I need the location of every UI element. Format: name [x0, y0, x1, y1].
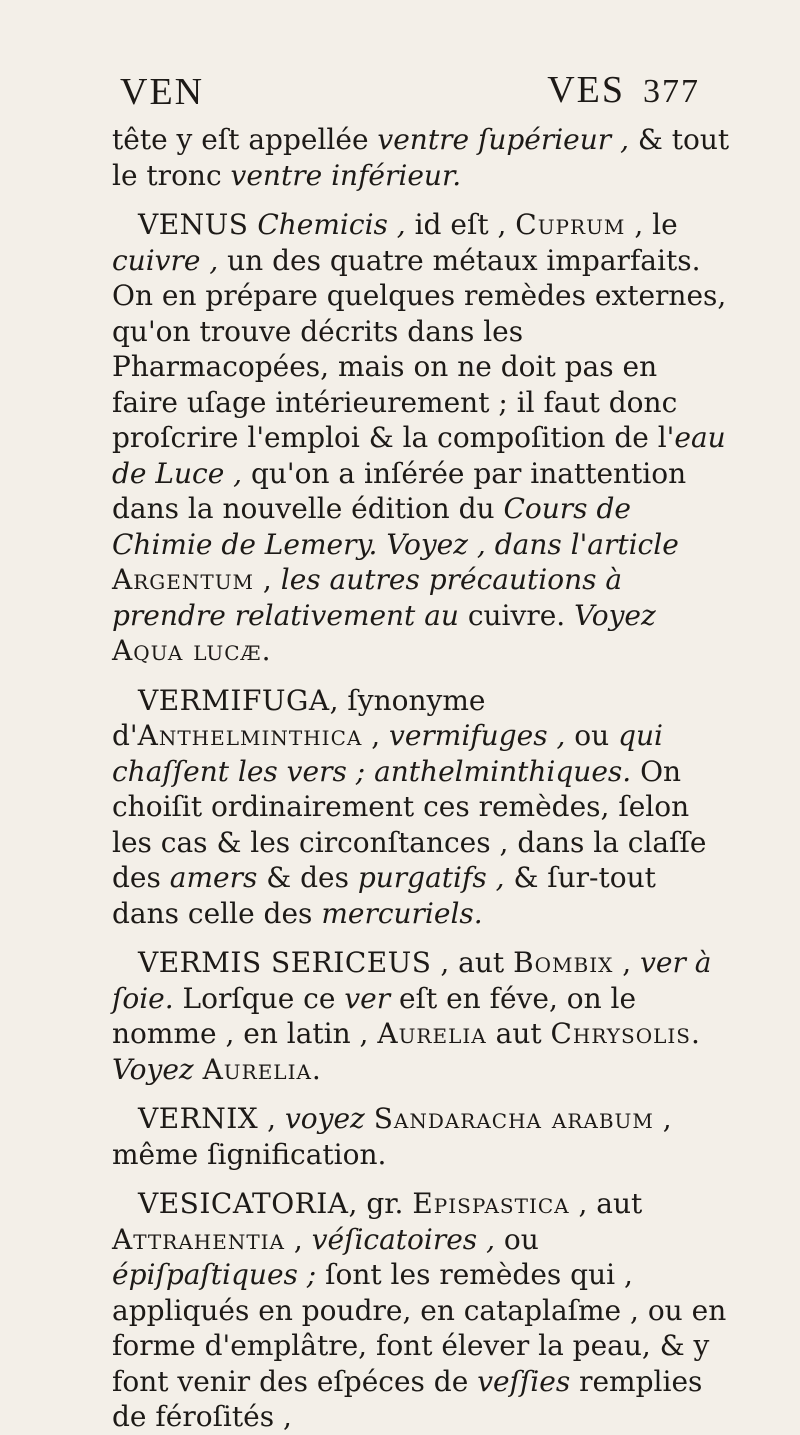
italic-run: eau de Luce , — [112, 421, 726, 490]
entry-venus — [112, 207, 730, 669]
text-run — [365, 1102, 374, 1135]
text-run: ſont les remèdes qui , appliqués en poudre, en cataplaſme , ou en forme d'emplâtre, font élever la peau, & y font venir des eſpéces de — [112, 1258, 727, 1398]
headword: VERMIS SERICEUS — [138, 946, 432, 979]
small-caps-run: Anthelminthica — [137, 719, 363, 752]
entry-vernix — [112, 1101, 730, 1172]
italic-run: les autres précautions à prendre relativement au — [112, 563, 623, 632]
running-head-left: VEN — [120, 71, 205, 113]
headword: VERNIX — [138, 1102, 259, 1135]
italic-run: vermifuges , — [389, 719, 566, 752]
italic-run: Cours de Chimie de Lemery. Voyez , dans l'article — [112, 492, 679, 561]
running-head-right-text: VES — [547, 69, 625, 111]
page-number: 377 — [643, 73, 700, 110]
small-caps-run: Aurelia — [377, 1017, 487, 1050]
italic-run: épiſpaſtiques ; — [112, 1258, 317, 1291]
entry-vermifuga — [112, 683, 730, 932]
headword: VERMIFUGA — [138, 683, 330, 717]
entry-vesicatoria — [112, 1186, 730, 1435]
small-caps-run: Epispastica — [412, 1187, 570, 1220]
headword: VENUS — [138, 208, 249, 241]
entry-continuation — [112, 122, 730, 193]
text-run: Lorſque ce — [173, 981, 345, 1015]
text-run: , — [362, 719, 390, 752]
italic-run: purgatifs , — [357, 861, 505, 894]
italic-run: veſſies — [477, 1364, 571, 1398]
small-caps-run: Chrysolis. — [550, 1017, 701, 1050]
italic-run: voyez — [284, 1102, 365, 1135]
text-run: qu'on a inſérée par inattention dans la nouvelle édition du — [112, 456, 687, 525]
text-run: tête y eſt appellée — [112, 123, 378, 156]
text-run: aut — [486, 1017, 551, 1050]
text-run: & ſur-tout dans celle des — [112, 861, 656, 930]
small-caps-run: Cuprum — [515, 208, 626, 241]
entry-vermis-sericeus — [112, 945, 730, 1087]
running-header — [112, 70, 730, 118]
text-run: eſt en féve, on le nomme , en latin , — [112, 981, 637, 1050]
italic-run: mercuriels. — [321, 896, 483, 930]
italic-run: amers — [169, 861, 258, 894]
text-run — [194, 1053, 203, 1086]
italic-run: ver à ſoie. — [112, 946, 712, 1015]
small-caps-run: Argentum — [112, 563, 255, 596]
text-run: ou — [565, 719, 619, 752]
italic-run: ventre ſupérieur , — [377, 123, 629, 156]
italic-run: Voyez — [112, 1052, 194, 1086]
text-run: , gr. — [348, 1187, 413, 1220]
text-run: id eſt , — [405, 208, 516, 241]
italic-run: qui chaſſent les vers ; anthelminthiques. — [112, 719, 663, 788]
text-run: & tout le tronc — [112, 123, 730, 192]
italic-run: ver — [344, 981, 391, 1015]
text-run: , le — [625, 208, 678, 241]
text-run: ou — [494, 1222, 539, 1256]
italic-run: véſicatoires , — [311, 1222, 495, 1256]
text-run: , ſynonyme d' — [112, 683, 486, 752]
text-run: , aut — [431, 946, 514, 979]
text-run: remplies de féroſités , — [112, 1364, 703, 1433]
small-caps-run: Aurelia. — [202, 1052, 322, 1086]
text-run: un des quatre métaux imparfaits. On en prépare quelques remèdes externes, qu'on trouve décrits dans les Pharmacopées, mais on ne doit pas en faire uſage intérieurement ; il faut donc proſcrire l'emploi & la compoſition de l' — [112, 243, 727, 454]
italic-run: cuivre , — [112, 243, 219, 277]
text-run: cuivre. — [458, 598, 575, 632]
small-caps-run: Bombix — [513, 946, 614, 979]
text-run: , — [254, 563, 281, 596]
italic-run: Chemicis , — [248, 208, 406, 241]
text-run: , même ſignification. — [112, 1102, 672, 1171]
italic-run: ventre inférieur. — [230, 158, 462, 192]
italic-run: Voyez — [574, 598, 656, 632]
text-run: & des — [257, 861, 358, 894]
small-caps-run: Sandaracha arabum — [373, 1102, 654, 1135]
small-caps-run: Attrahentia — [112, 1222, 285, 1256]
text-run: , — [285, 1222, 312, 1256]
small-caps-run: Aqua lucæ. — [112, 634, 272, 667]
text-run: , — [613, 946, 641, 979]
text-run: , — [258, 1102, 285, 1135]
text-run: , aut — [569, 1187, 643, 1220]
running-head-right — [547, 68, 700, 112]
dictionary-text — [112, 122, 730, 1435]
text-run: On choiſit ordinairement ces remèdes, ſelon les cas & les circonſtances , dans la claſſe des — [112, 754, 707, 894]
headword: VESICATORIA — [138, 1187, 349, 1220]
